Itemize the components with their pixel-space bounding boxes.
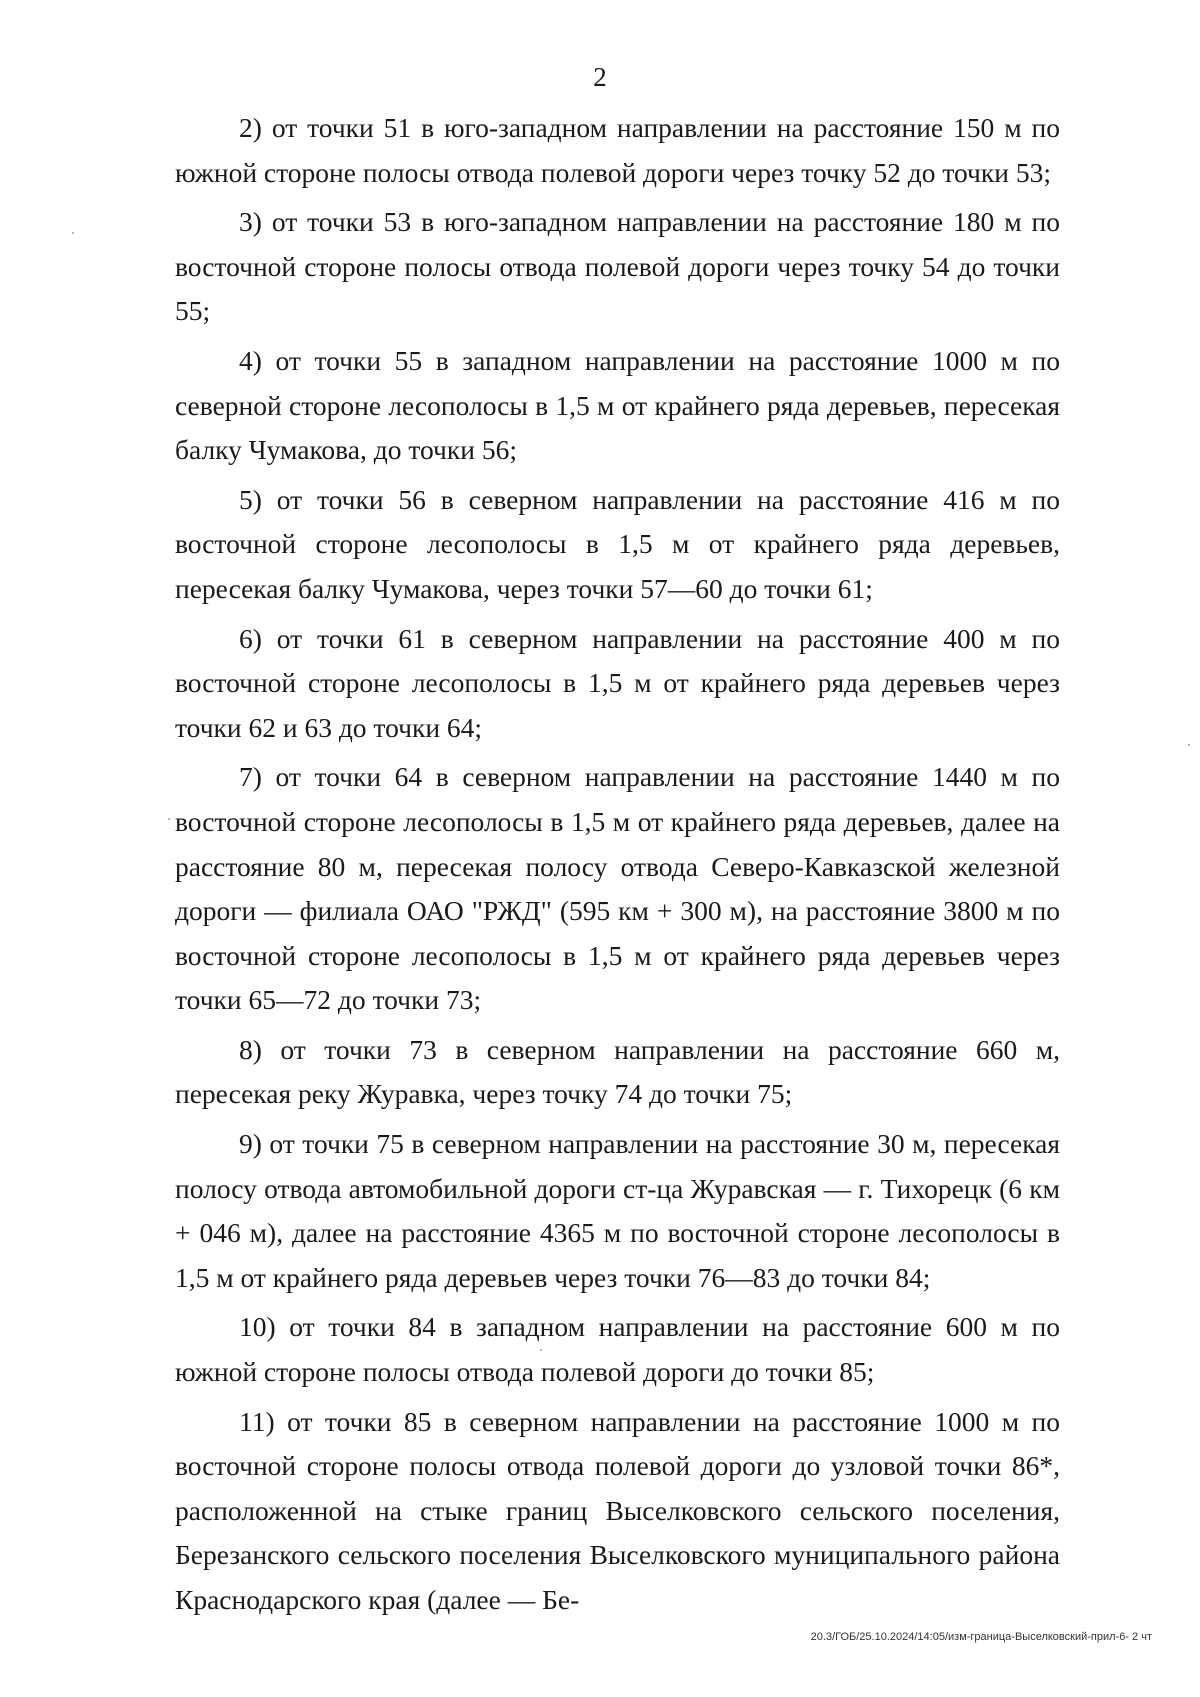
page-number: 2 [593,62,607,92]
paragraph-item-8: 8) от точки 73 в северном направлении на расстояние 660 м, пересекая реку Журавка, через точку 74 до точки 75; [175,1033,1060,1110]
paragraph-item-5: 5) от точки 56 в северном направлении на расстояние 416 м по восточной стороне лесополосы в 1,5 м от крайнего ряда деревьев, пересекая балку Чумакова, через точки 57—60 до точки 61; [175,483,1060,604]
paragraph-item-3: 3) от точки 53 в юго-западном направлении на расстояние 180 м по восточной стороне полосы отвода полевой дороги через точку 54 до точки 55; [175,206,1060,327]
document-body [175,106,1060,1628]
paragraph-item-2: 2) от точки 51 в юго-западном направлении на расстояние 150 м по южной стороне полосы отвода полевой дороги через точку 52 до точки 53; [175,112,1060,188]
paragraph-item-10: 10) от точки 84 в западном направлении на расстояние 600 м по южной стороне полосы отвода полевой дороги до точки 85; [175,1311,1060,1388]
scan-speck [540,1349,542,1351]
paragraph-item-6: 6) от точки 61 в северном направлении на расстояние 400 м по восточной стороне лесополосы в 1,5 м от крайнего ряда деревьев через точки 62 и 63 до точки 64; [175,622,1060,743]
document-footer-code: 20.3/ГОБ/25.10.2024/14:05/изм-граница-Выселковский-прил-6- 2 чт [810,1631,1152,1643]
scan-speck [72,232,74,234]
scan-speck [1188,744,1190,746]
paragraph-item-4: 4) от точки 55 в западном направлении на расстояние 1000 м по северной стороне лесополосы в 1,5 м от крайнего ряда деревьев, пересекая балку Чумакова, до точки 56; [175,344,1060,466]
paragraph-item-7: 7) от точки 64 в северном направлении на расстояние 1440 м по восточной стороне лесополосы в 1,5 м от крайнего ряда деревьев, далее на расстояние 80 м, пересекая полосу отвода Северо-Кавказской железной дороги — филиала ОАО "РЖД" (595 км + 300 м), на расстояние 3800 м по восточной стороне лесополосы в 1,5 м от крайнего ряда деревьев через точки 65—72 до точки 73; [175,761,1060,1016]
paragraph-item-9: 9) от точки 75 в северном направлении на расстояние 30 м, пересекая полосу отвода автомобильной дороги ст-ца Журавская — г. Тихорецк (6 км + 046 м), далее на расстояние 4365 м по восточной стороне лесополосы в 1,5 м от крайнего ряда деревьев через точки 76—83 до точки 84; [175,1128,1060,1293]
paragraph-item-11: 11) от точки 85 в северном направлении на расстояние 1000 м по восточной стороне полосы отвода полевой дороги до узловой точки 86*, расположенной на стыке границ Выселковского сельского поселения, Березанского сельского поселения Выселковского муниципального района Краснодарского края (далее — Бе- [175,1405,1060,1615]
scan-speck [168,818,170,820]
